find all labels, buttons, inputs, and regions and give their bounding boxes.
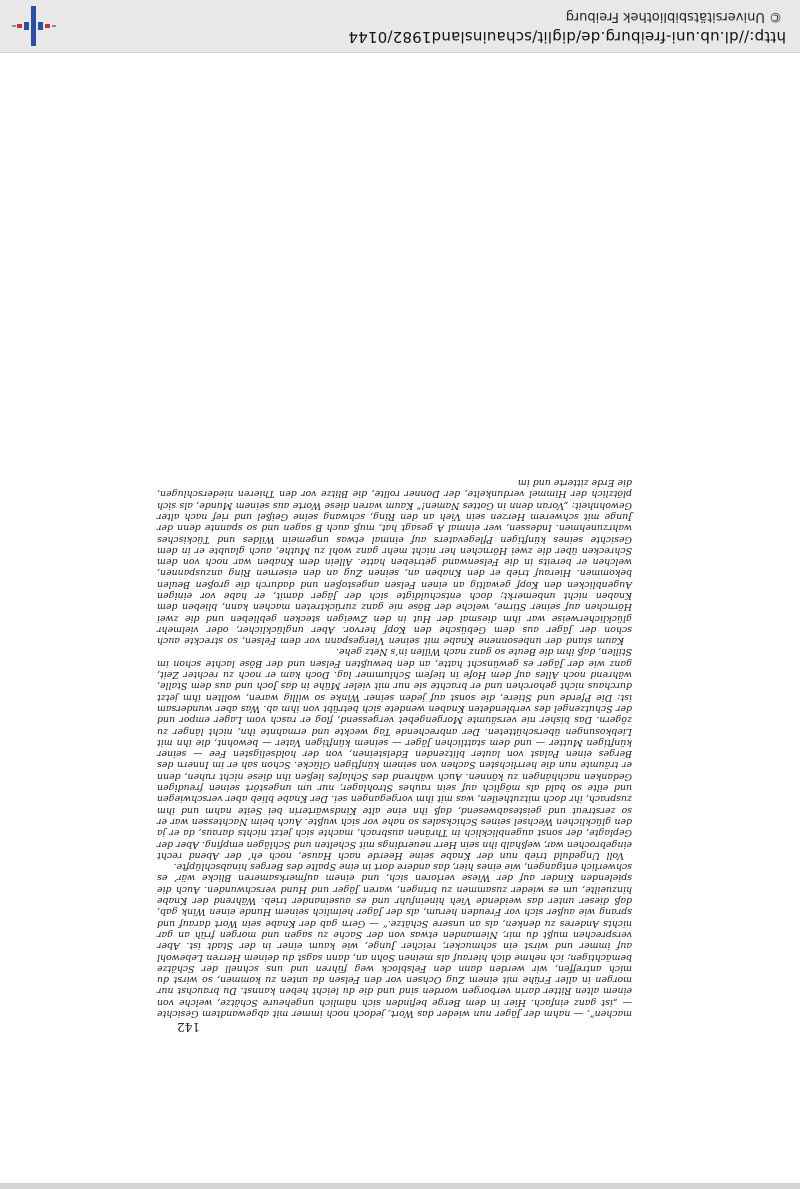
- page-number: 142: [177, 1020, 200, 1034]
- footer-url-link[interactable]: http://dl.ub.uni-freiburg.de/diglit/schauinsland1982/0144: [348, 28, 786, 46]
- footer-credit: © Universitätsbibliothek Freiburg: [565, 9, 782, 24]
- body-text: [157, 477, 632, 1019]
- paragraph: Voll Ungeduld trieb nun der Knabe seine Heerde nach Hause, noch eh’ der Abend recht eingebrochen war, weßhalb ihn sein Herr neuerdings mit Schelten und Schlägen empfing. Aber der Geplagte, der sonst augenblicklich in Thränen ausbrach, machte sich jetzt nichts daraus, da er ja den glücklichen Wechsel seines Schicksales so nahe vor sich wußte. Auch beim Nachtessen war er so zerstreut und geistesabwesend, daß ihn eine alte Kindswärterin bei Seite nahm und ihm zusprach, ihr doch mitzutheilen, was mit ihm vorgegangen sei. Der Knabe blieb aber verschwiegen und eilte so bald als möglich auf sein rauhes Strohlager, nur um ungestört seinen freudigen Gedanken nachhängen zu können. Auch während des Schlafes ließen ihn diese nicht ruhen, denn er träumte nun die herrlichsten Sachen von seinem künftigen Glücke. Schon sah er im Innern des Berges einen Palast von lauter blitzenden Edelsteinen, von der holdseligsten Fee — seiner künftigen Mutter — und dem stattlichen Jäger — seinem künftigen Vater — bewohnt, die ihn mit Liebkosungen überschütteten. Der anbrechende Tag weckte und ermahnte ihn, nicht länger zu zögern. Das bisher nie versäumte Morgengebet vergessend, flog er rasch vom Lager empor und der Schutzengel des verblendeten Knaben wendete sich betrübt von ihm ab. Was aber wundersam ist: Die Pferde und Stiere, die sonst auf jeden seiner Winke so willig waren, wollten ihm jetzt durchaus nicht gehorchen und er brachte sie nur mit vieler Mühe in das Joch und aus dem Stalle, während noch Alles auf dem Hofe in tiefem Schlummer lag. Doch kam er noch zu rechter Zeit, ganz wie der Jäger es gewünscht hatte, an den bewußten Felsen und der Böse lachte schon im Stillen, daß ihm die Beute so ganz nach Willen in’s Netz gehe.: [157, 646, 632, 861]
- paragraph: machen“, — nahm der Jäger nun wieder das Wort, jedoch noch immer mit abgewandtem Gesichte — „ist ganz einfach. Hier in dem Berge befinden sich nämlich ungeheure Schätze, welche von einem alten Ritter darin verborgen worden sind und die du leicht heben kannst. Du brauchst nur morgen in aller Frühe mit einem Zug Ochsen vor den Felsen da unten zu kommen, so wirst du mich antreffen, wir werden dann den Felsblock weg führen und uns schnell der Schätze bemächtigen; ich nehme dich hierauf als meinen Sohn an, dann sagst du deinem Herren Lebewohl auf immer und wirst ein schmucker, reicher Junge, wie kaum einer in der Stadt ist. Aber versprechen mußt du mir, Niemanden etwas von der Sache zu sagen und morgen früh an gar nichts Anderes zu denken, als an unsere Schätze.“ — Gern gab der Knabe sein Wort darauf und sprang wie außer sich vor Freuden herum, als der Jäger heimlich seinem Hunde einen Wink gab, daß dieser unter das weidende Vieh hineinfuhr und es auseinander trieb. Während der Knabe hinzueilte, um es wieder zusammen zu bringen, waren Jäger und Hund verschwunden. Auch die spielenden Kinder auf der Wiese verloren sich, und einem aufmerksameren Blicke wär’ es schwerlich entgangen, wie eines hier, das andere dort in eine Spalte des Berges hinabschlüpfte.: [157, 861, 632, 1019]
- paragraph: Kaum stand der unbesonnene Knabe mit seinen Viergespann vor dem Felsen, so streckte auch schon der Jäger aus dem Gebüsche den Kopf hervor. Aber unglücklicher, oder vielmehr glücklicherweise war ihm diesmal der Hut in den Zweigen stecken geblieben und die zwei Hörnchen auf seiner Stirne, welche der Böse nie ganz zurücktreten machen kann, blieben dem Knaben nicht unbemerkt; doch entschuldigte sich der Jäger damit, er habe vor einigen Augenblicken den Kopf gewaltig an einen Felsen angestoßen und dadurch die großen Beulen bekommen. Hierauf trieb er den Knaben an, seinen Zug an den eisernen Ring anzuspannen, welchen er bereits in die Felsenwand getrieben hatte. Allein dem Knaben war noch von dem Schrecken über die zwei Hörnchen her nicht mehr ganz wohl zu Muthe, auch glaubte er in dem Gesichte seines künftigen Pflegevaters auf einmal etwas ungemein Wildes und Tückisches wahrzunehmen. Indessen, wer einmal A gesagt hat, muß auch B sagen und so spannte denn der Junge mit schwerem Herzen sein Vieh an den Ring, schwang seine Geißel und rief nach alter Gewohnheit: „Voran denn in Gottes Namen!“ Kaum waren diese Worte aus seinem Munde, als sich plötzlich der Himmel verdunkelte, der Donner rollte, die Blitze vor den Thieren niederschlugen, die Erde zitterte und im: [157, 477, 632, 647]
- page-edge-strip: [0, 1183, 800, 1189]
- ub-freiburg-logo-icon: [12, 6, 56, 46]
- footer-bar: [0, 0, 800, 53]
